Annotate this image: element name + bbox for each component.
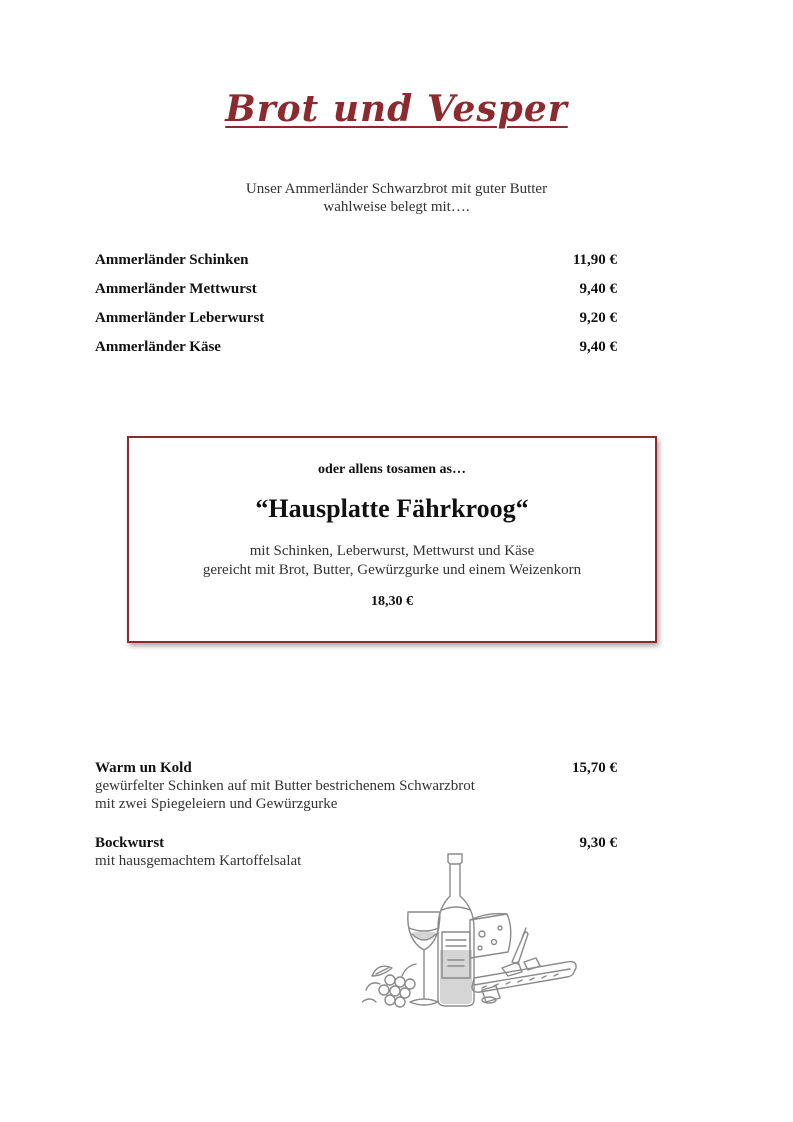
hausplatte-desc-line-1: mit Schinken, Leberwurst, Mettwurst und Käse <box>249 543 535 559</box>
menu-item-price: 11,90 € <box>572 252 617 268</box>
intro-text <box>0 180 793 216</box>
hausplatte-price: 18,30 € <box>371 594 413 609</box>
menu-item-name: Ammerländer Schinken <box>95 252 249 268</box>
dish-name: Warm un Kold <box>95 760 192 776</box>
hausplatte-title: “Hausplatte Fährkroog“ <box>255 494 529 523</box>
price-list <box>95 252 617 368</box>
dish-header <box>95 759 617 777</box>
intro-line-1: Unser Ammerländer Schwarzbrot mit guter Butter <box>245 181 548 197</box>
menu-item-price: 9,20 € <box>579 310 617 326</box>
dish-desc-line-1: gewürfelter Schinken auf mit Butter bestrichenem Schwarzbrot <box>95 778 475 794</box>
menu-item <box>95 252 617 281</box>
menu-item <box>95 281 617 310</box>
hausplatte-box <box>127 436 657 643</box>
dish-desc-line-1: mit hausgemachtem Kartoffelsalat <box>95 853 302 869</box>
menu-item-price: 9,40 € <box>579 281 617 297</box>
hausplatte-intro: oder allens tosamen as… <box>318 462 466 477</box>
hausplatte-description <box>129 542 655 580</box>
dish-desc-line-2: mit zwei Spiegeleiern und Gewürzgurke <box>95 796 338 812</box>
intro-line-2: wahlweise belegt mit…. <box>323 199 470 215</box>
menu-item-name: Ammerländer Mettwurst <box>95 281 257 297</box>
menu-item <box>95 339 617 368</box>
hausplatte-desc-line-2: gereicht mit Brot, Butter, Gewürzgurke und einem Weizenkorn <box>202 562 582 578</box>
wine-cheese-illustration <box>362 850 580 1015</box>
page-title: Brot und Vesper <box>225 88 568 130</box>
dish-description <box>95 777 617 813</box>
menu-item <box>95 310 617 339</box>
menu-item-name: Ammerländer Leberwurst <box>95 310 265 326</box>
dish-warm-un-kold <box>95 759 617 813</box>
menu-item-name: Ammerländer Käse <box>95 339 221 355</box>
dish-name: Bockwurst <box>95 835 165 851</box>
menu-item-price: 9,40 € <box>579 339 617 355</box>
dish-price: 15,70 € <box>572 760 617 776</box>
dish-price: 9,30 € <box>579 835 617 851</box>
